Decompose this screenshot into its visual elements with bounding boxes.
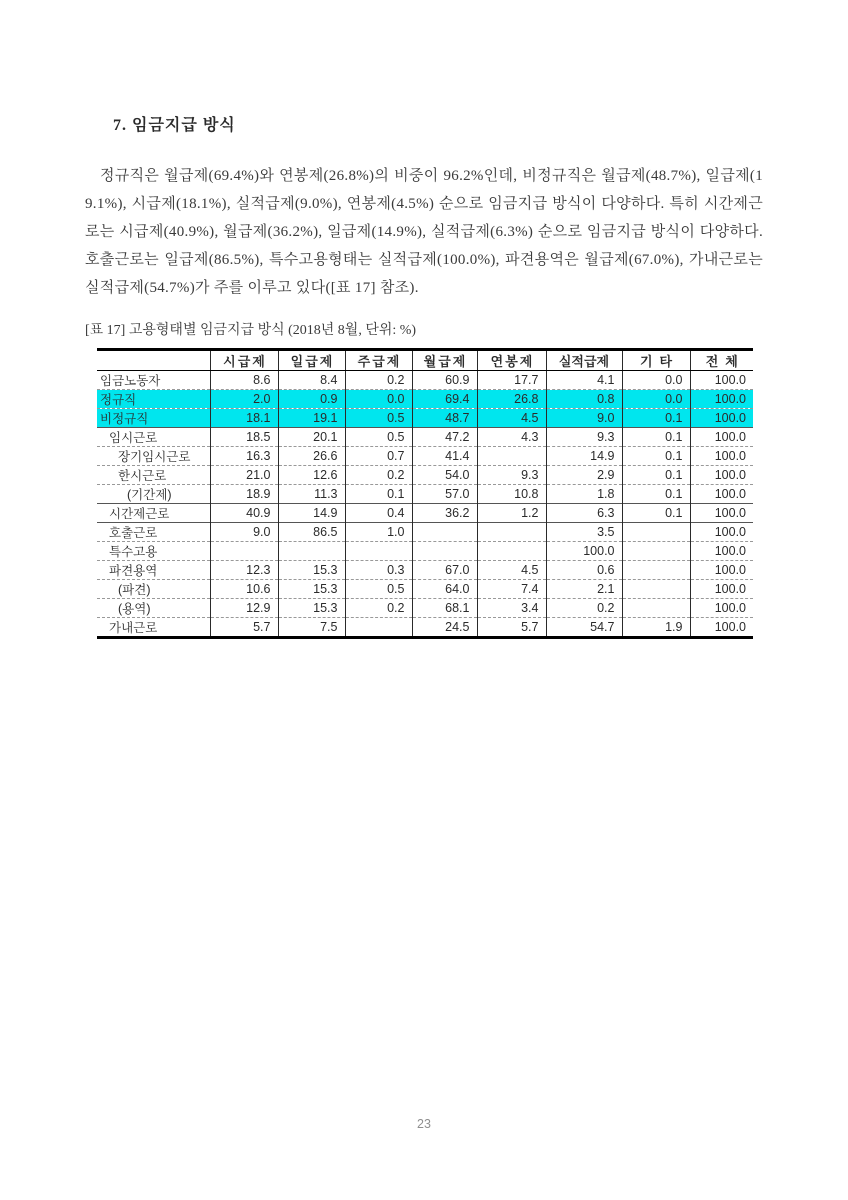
- value-cell: 3.5: [546, 523, 622, 542]
- table-row: [97, 561, 753, 580]
- value-cell: 1.8: [546, 485, 622, 504]
- table-row: [97, 428, 753, 447]
- value-cell: 41.4: [412, 447, 477, 466]
- value-cell: 0.5: [345, 428, 412, 447]
- value-cell: [412, 523, 477, 542]
- value-cell: 100.0: [690, 542, 753, 561]
- value-cell: 0.1: [622, 485, 690, 504]
- column-header: 기타: [622, 350, 690, 371]
- value-cell: [345, 542, 412, 561]
- value-cell: 26.6: [278, 447, 345, 466]
- row-label: 정규직: [97, 390, 210, 409]
- value-cell: 4.5: [477, 561, 546, 580]
- value-cell: 100.0: [690, 561, 753, 580]
- value-cell: 24.5: [412, 618, 477, 638]
- row-label: 시간제근로: [97, 504, 210, 523]
- value-cell: 15.3: [278, 561, 345, 580]
- value-cell: 0.1: [622, 409, 690, 428]
- column-header: 일급제: [278, 350, 345, 371]
- row-label: 호출근로: [97, 523, 210, 542]
- value-cell: 100.0: [690, 523, 753, 542]
- table-row: [97, 523, 753, 542]
- body-paragraph: 정규직은 월급제(69.4%)와 연봉제(26.8%)의 비중이 96.2%인데, 비정규직은 월급제(48.7%), 일급제(19.1%), 시급제(18.1%), 실적급제(9.0%), 연봉제(4.5%) 순으로 임금지급 방식이 다양하다. 특히 시간제근로는 시급제(40.9%), 월급제(36.2%), 일급제(14.9%), 실적급제(6.3%) 순으로 임금지급 방식이 다양하다. 호출근로는 일급제(86.5%), 특수고용형태는 실적급제(100.0%), 파견용역은 월급제(67.0%), 가내근로는 실적급제(54.7%)가 주를 이루고 있다([표 17] 참조).: [85, 168, 763, 296]
- value-cell: 0.2: [345, 599, 412, 618]
- value-cell: 0.2: [546, 599, 622, 618]
- value-cell: 100.0: [546, 542, 622, 561]
- value-cell: 64.0: [412, 580, 477, 599]
- table-row: [97, 485, 753, 504]
- value-cell: 20.1: [278, 428, 345, 447]
- value-cell: 0.1: [622, 447, 690, 466]
- value-cell: 0.5: [345, 580, 412, 599]
- column-header-empty: [97, 350, 210, 371]
- row-label: 비정규직: [97, 409, 210, 428]
- value-cell: 5.7: [477, 618, 546, 638]
- value-cell: 18.5: [210, 428, 278, 447]
- value-cell: 0.6: [546, 561, 622, 580]
- row-label: 임금노동자: [97, 371, 210, 390]
- table-row: [97, 447, 753, 466]
- value-cell: 100.0: [690, 504, 753, 523]
- row-label: 한시근로: [97, 466, 210, 485]
- value-cell: 26.8: [477, 390, 546, 409]
- value-cell: 8.6: [210, 371, 278, 390]
- value-cell: [210, 542, 278, 561]
- value-cell: 1.2: [477, 504, 546, 523]
- value-cell: 40.9: [210, 504, 278, 523]
- value-cell: 0.3: [345, 561, 412, 580]
- value-cell: 0.9: [278, 390, 345, 409]
- table-row: [97, 618, 753, 638]
- value-cell: [278, 542, 345, 561]
- value-cell: 5.7: [210, 618, 278, 638]
- value-cell: 0.0: [345, 390, 412, 409]
- value-cell: 10.6: [210, 580, 278, 599]
- value-cell: 12.6: [278, 466, 345, 485]
- value-cell: 36.2: [412, 504, 477, 523]
- value-cell: 100.0: [690, 447, 753, 466]
- row-label: 특수고용: [97, 542, 210, 561]
- table-header: [97, 350, 753, 371]
- section-heading: 7. 임금지급 방식: [113, 117, 236, 134]
- value-cell: 21.0: [210, 466, 278, 485]
- value-cell: 0.2: [345, 466, 412, 485]
- value-cell: 0.8: [546, 390, 622, 409]
- value-cell: 9.3: [546, 428, 622, 447]
- value-cell: 2.9: [546, 466, 622, 485]
- value-cell: 16.3: [210, 447, 278, 466]
- value-cell: 0.4: [345, 504, 412, 523]
- value-cell: 2.0: [210, 390, 278, 409]
- table-row: [97, 542, 753, 561]
- value-cell: 18.9: [210, 485, 278, 504]
- value-cell: 48.7: [412, 409, 477, 428]
- value-cell: 3.4: [477, 599, 546, 618]
- row-label: 가내근로: [97, 618, 210, 638]
- value-cell: 0.1: [622, 466, 690, 485]
- row-label: 파견용역: [97, 561, 210, 580]
- column-header: 전체: [690, 350, 753, 371]
- table-row: [97, 409, 753, 428]
- value-cell: 10.8: [477, 485, 546, 504]
- table-row: [97, 504, 753, 523]
- value-cell: 0.1: [345, 485, 412, 504]
- value-cell: [622, 561, 690, 580]
- value-cell: 0.5: [345, 409, 412, 428]
- value-cell: 0.2: [345, 371, 412, 390]
- value-cell: 15.3: [278, 580, 345, 599]
- value-cell: 19.1: [278, 409, 345, 428]
- value-cell: 12.3: [210, 561, 278, 580]
- value-cell: 54.0: [412, 466, 477, 485]
- value-cell: 6.3: [546, 504, 622, 523]
- value-cell: 4.3: [477, 428, 546, 447]
- value-cell: 57.0: [412, 485, 477, 504]
- value-cell: 4.1: [546, 371, 622, 390]
- value-cell: 18.1: [210, 409, 278, 428]
- value-cell: 86.5: [278, 523, 345, 542]
- value-cell: 100.0: [690, 466, 753, 485]
- value-cell: 4.5: [477, 409, 546, 428]
- value-cell: [412, 542, 477, 561]
- value-cell: 69.4: [412, 390, 477, 409]
- value-cell: 0.0: [622, 390, 690, 409]
- value-cell: 11.3: [278, 485, 345, 504]
- value-cell: 17.7: [477, 371, 546, 390]
- value-cell: 14.9: [546, 447, 622, 466]
- value-cell: 0.0: [622, 371, 690, 390]
- table-row: [97, 390, 753, 409]
- value-cell: 100.0: [690, 580, 753, 599]
- value-cell: [477, 447, 546, 466]
- table-row: [97, 371, 753, 390]
- value-cell: 1.0: [345, 523, 412, 542]
- row-label: (파견): [97, 580, 210, 599]
- value-cell: 0.1: [622, 428, 690, 447]
- row-label: (용역): [97, 599, 210, 618]
- row-label: 장기임시근로: [97, 447, 210, 466]
- value-cell: 0.1: [622, 504, 690, 523]
- table-header-row: [97, 350, 753, 371]
- value-cell: 100.0: [690, 371, 753, 390]
- value-cell: 100.0: [690, 485, 753, 504]
- value-cell: 9.0: [546, 409, 622, 428]
- value-cell: 67.0: [412, 561, 477, 580]
- value-cell: [622, 580, 690, 599]
- table-row: [97, 580, 753, 599]
- table-body: [97, 371, 753, 638]
- value-cell: 7.5: [278, 618, 345, 638]
- value-cell: 2.1: [546, 580, 622, 599]
- value-cell: 7.4: [477, 580, 546, 599]
- value-cell: 14.9: [278, 504, 345, 523]
- value-cell: 12.9: [210, 599, 278, 618]
- value-cell: 54.7: [546, 618, 622, 638]
- row-label: 임시근로: [97, 428, 210, 447]
- value-cell: 0.7: [345, 447, 412, 466]
- value-cell: 100.0: [690, 428, 753, 447]
- value-cell: 47.2: [412, 428, 477, 447]
- value-cell: 8.4: [278, 371, 345, 390]
- table-row: [97, 466, 753, 485]
- column-header: 실적급제: [546, 350, 622, 371]
- page-number: 23: [417, 1117, 431, 1131]
- value-cell: [622, 523, 690, 542]
- value-cell: [477, 542, 546, 561]
- value-cell: [477, 523, 546, 542]
- value-cell: 9.0: [210, 523, 278, 542]
- value-cell: [622, 599, 690, 618]
- column-header: 시급제: [210, 350, 278, 371]
- value-cell: 100.0: [690, 409, 753, 428]
- table-caption: [표 17] 고용형태별 임금지급 방식 (2018년 8월, 단위: %): [85, 323, 417, 338]
- column-header: 월급제: [412, 350, 477, 371]
- value-cell: 15.3: [278, 599, 345, 618]
- value-cell: [622, 542, 690, 561]
- value-cell: [345, 618, 412, 638]
- value-cell: 100.0: [690, 599, 753, 618]
- value-cell: 100.0: [690, 618, 753, 638]
- value-cell: 68.1: [412, 599, 477, 618]
- value-cell: 100.0: [690, 390, 753, 409]
- column-header: 주급제: [345, 350, 412, 371]
- column-header: 연봉제: [477, 350, 546, 371]
- value-cell: 1.9: [622, 618, 690, 638]
- value-cell: 9.3: [477, 466, 546, 485]
- wage-payment-table: [97, 348, 753, 639]
- table-row: [97, 599, 753, 618]
- row-label: (기간제): [97, 485, 210, 504]
- value-cell: 60.9: [412, 371, 477, 390]
